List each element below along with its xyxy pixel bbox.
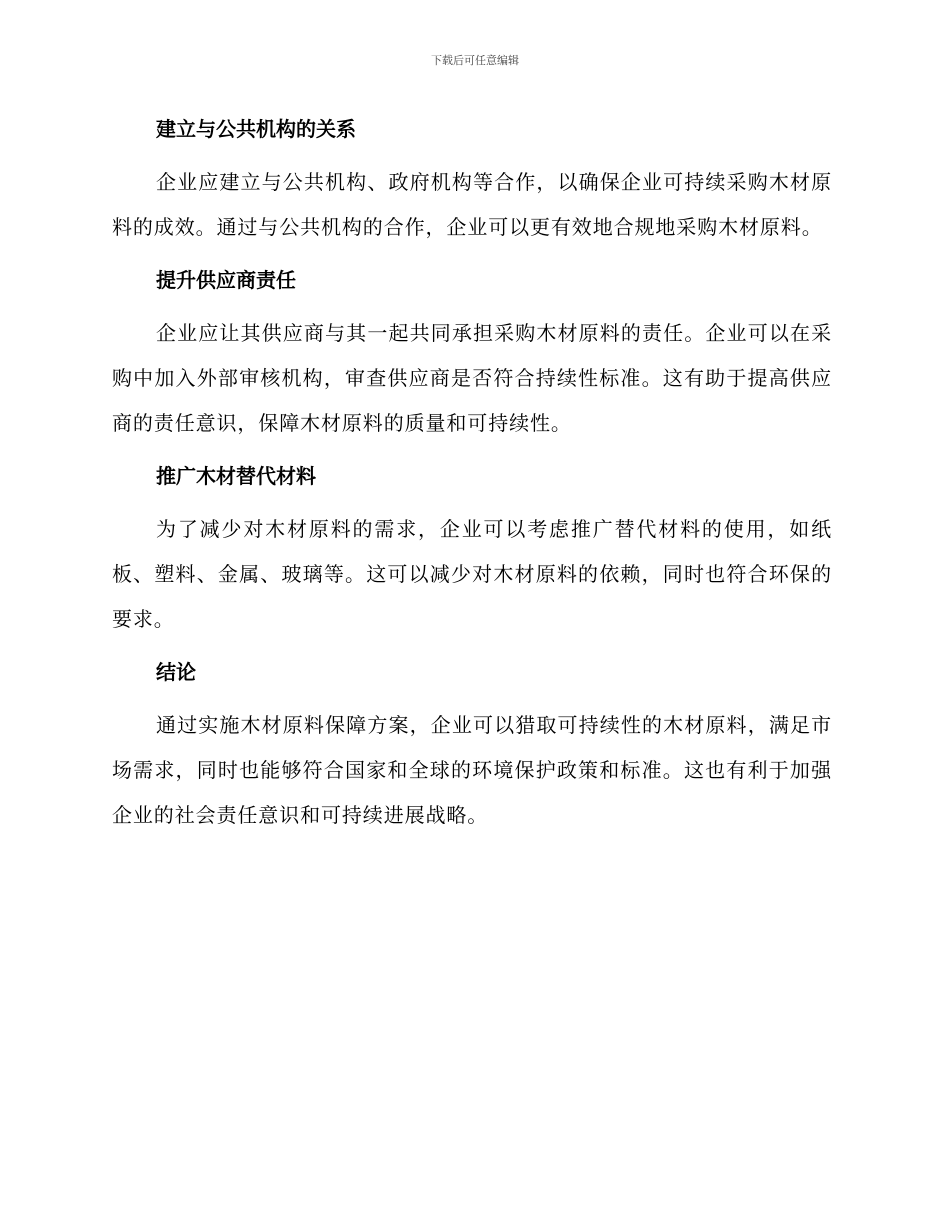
section-paragraph: 企业应让其供应商与其一起共同承担采购木材原料的责任。企业可以在采购中加入外部审核机构，审查供应商是否符合持续性标准。这有助于提高供应商的责任意识，保障木材原料的质量和可持续性。: [112, 321, 832, 435]
page-header: 下载后可任意编辑: [431, 54, 519, 67]
section-conclusion: [112, 655, 832, 838]
section-paragraph: 通过实施木材原料保障方案，企业可以猎取可持续性的木材原料，满足市场需求，同时也能够符合国家和全球的环境保护政策和标准。这也有利于加强企业的社会责任意识和可持续进展战略。: [112, 713, 832, 827]
section-paragraph: 为了减少对木材原料的需求，企业可以考虑推广替代材料的使用，如纸板、塑料、金属、玻璃等。这可以减少对木材原料的依赖，同时也符合环保的要求。: [112, 517, 832, 631]
section-heading: 结论: [156, 660, 196, 684]
section-public-institutions: [112, 112, 832, 250]
section-heading: 建立与公共机构的关系: [156, 117, 356, 141]
section-heading: 提升供应商责任: [156, 268, 296, 292]
section-supplier-responsibility: [112, 263, 832, 446]
section-heading: 推广木材替代材料: [156, 464, 316, 488]
document-body: [112, 112, 832, 851]
section-paragraph: 企业应建立与公共机构、政府机构等合作，以确保企业可持续采购木材原料的成效。通过与公共机构的合作，企业可以更有效地合规地采购木材原料。: [112, 170, 832, 239]
section-alternative-materials: [112, 459, 832, 642]
